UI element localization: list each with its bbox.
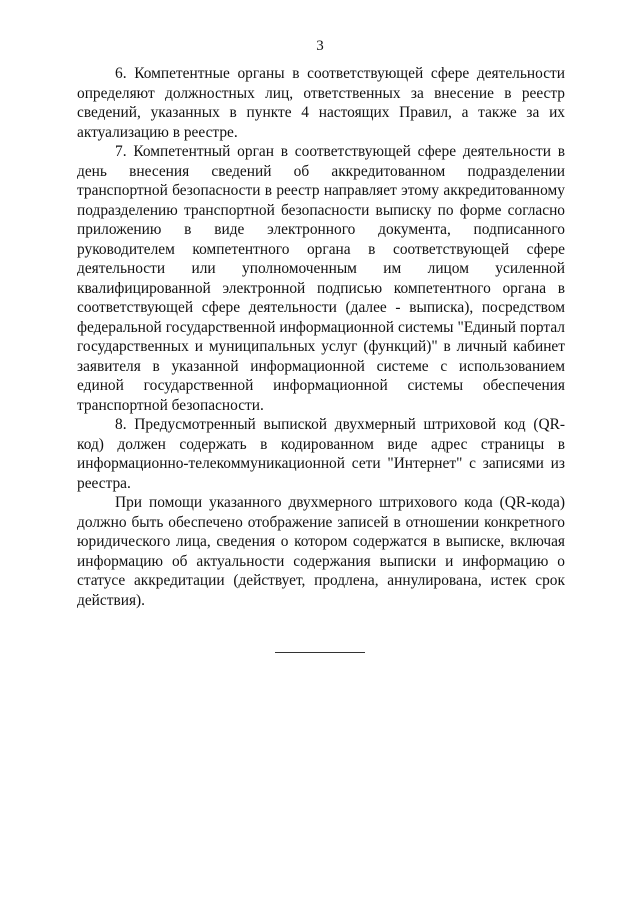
end-divider-line xyxy=(275,652,365,653)
paragraph-qr-display: При помощи указанного двухмерного штрихового кода (QR-кода) должно быть обеспечено отображение записей в отношении конкретного юридического лица, сведения о котором содержатся в выписке, включая информацию об актуальности содержания выписки и информацию о статусе аккредитации (действует, продлена, аннулирована, истек срок действия). xyxy=(77,494,565,609)
paragraph-item-7: 7. Компетентный орган в соответствующей сфере деятельности в день внесения сведений об аккредитованном подразделении транспортной безопасности в реестр направляет этому аккредитованному подразделению транспортной безопасности выписку по форме согласно приложению в виде электронного документа, подписанного руководителем компетентного органа в соответствующей сфере деятельности или уполномоченным им лицом усиленной квалифицированной электронной подписью компетентного органа в соответствующей сфере деятельности (далее - выписка), посредством федеральной государственной информационной системы "Единый портал государственных и муниципальных услуг (функций)" в личный кабинет заявителя в указанной информационной системе с использованием единой государственной информационной системы обеспечения транспортной безопасности. xyxy=(77,143,565,414)
page-number: 3 xyxy=(316,38,324,54)
paragraph-item-8: 8. Предусмотренный выпиской двухмерный штриховой код (QR-код) должен содержать в кодированном виде адрес страницы в информационно-телекоммуникационной сети "Интернет" с записями из реестра. xyxy=(77,416,565,492)
document-body xyxy=(77,64,565,610)
paragraph-item-6: 6. Компетентные органы в соответствующей сфере деятельности определяют должностных лиц, ответственных за внесение в реестр сведений, указанных в пункте 4 настоящих Правил, а также за их актуализацию в реестре. xyxy=(77,65,565,141)
